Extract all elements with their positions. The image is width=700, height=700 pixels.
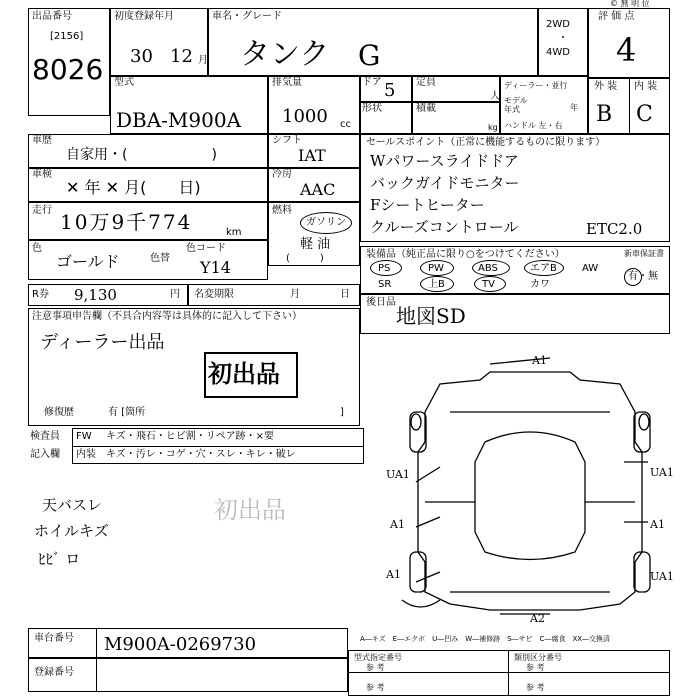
model-value: DBA-M900A: [116, 108, 242, 132]
notes-value: ディーラー出品: [40, 332, 165, 353]
mileage-label: 走行: [32, 205, 52, 216]
wheel-fr: [634, 412, 650, 452]
fuel-other: ( ): [286, 253, 324, 264]
interior-grade: C: [636, 102, 653, 127]
handwritten-note: ﾋﾋﾞ ロ: [38, 550, 81, 568]
carname-label: 車名・グレード: [212, 11, 282, 22]
equip-fb-circle: [420, 276, 454, 292]
chassis-label: 車台番号: [34, 633, 74, 644]
reg-no-label: 登録番号: [34, 667, 74, 678]
exterior-grade: B: [596, 102, 613, 127]
equip-leather: カワ: [530, 279, 550, 290]
recycle-value: 9,130: [74, 286, 117, 304]
new-car-label: 新車保証書: [624, 249, 664, 258]
shift-value: IAT: [298, 146, 326, 165]
ref-label: 参 考: [366, 663, 385, 672]
reg-year: 30: [130, 46, 153, 67]
sales-label: セールスポイント（正常に機能するものに限ります）: [366, 137, 606, 148]
inspection-value: ✕ 年 ✕ 月( 日): [66, 178, 201, 197]
damage-legend: A―キズ E―エクボ U―凹み W―補修跡 S―サビ C―腐食 XX―交換済: [360, 635, 611, 643]
type-label: 型式指定番号: [354, 653, 402, 662]
top-stamp: © 無 明 位: [610, 0, 650, 8]
interior-label: 内 装: [634, 81, 658, 92]
inspector-label2: 記入欄: [30, 449, 60, 460]
equip-abs-circle: [472, 260, 510, 276]
spare-wheel: [402, 600, 440, 607]
faint-stamp: 初出品: [214, 496, 286, 524]
fuel-diesel: 軽 油: [300, 237, 331, 252]
repair-label: 修復歴: [44, 407, 74, 418]
lot-sub: [2156]: [50, 31, 84, 42]
mileage-unit: km: [226, 227, 242, 238]
inspector-inner: 内装: [76, 449, 96, 460]
mark-line: [416, 517, 440, 527]
ref-label: 参 考: [366, 683, 385, 692]
displacement-label: 排気量: [272, 77, 302, 88]
equip-airb-circle: [524, 260, 564, 276]
dealer-label: ディーラー・並行: [504, 81, 568, 90]
diagram-mark: A1: [386, 568, 401, 581]
inspector-fw: FW: [76, 431, 92, 442]
mirror-left: [411, 414, 421, 430]
equip-fb: 上B: [428, 279, 445, 290]
equip-ps: PS: [378, 263, 391, 274]
handwritten-note: 天バスレ: [42, 496, 103, 514]
handwritten-note: ホイルキズ: [34, 522, 109, 540]
rating-label: 評 価 点: [598, 11, 635, 22]
chassis-value: M900A-0269730: [104, 634, 257, 655]
door-value: 5: [384, 80, 396, 101]
door-label: ドア: [362, 77, 382, 88]
accessories-label: 後日品: [366, 297, 396, 308]
diagram-mark: UA1: [650, 570, 674, 583]
equip-aw: AW: [582, 263, 599, 274]
ref-label: 参 考: [526, 683, 545, 692]
color-label: 色: [32, 243, 42, 254]
diagram-mark: A1: [390, 518, 405, 531]
displacement-value: 1000: [282, 106, 328, 127]
equip-airb: エアB: [530, 263, 557, 274]
equip-sr: SR: [378, 279, 392, 290]
history-value: 自家用・( ): [66, 147, 217, 163]
diagram-mark: UA1: [650, 466, 674, 479]
capacity-label: 定員: [416, 77, 436, 88]
accessories-value: 地図SD: [396, 304, 466, 328]
car-outline: [418, 372, 642, 610]
inspection-label: 車検: [32, 169, 52, 180]
notes-label: 注意事項申告欄（不具合内容等は具体的に記入して下さい）: [32, 311, 302, 322]
fuel-gas-circle: [300, 212, 352, 234]
capacity-unit: 人: [490, 91, 500, 102]
load-label: 積載: [416, 103, 436, 114]
notes-box: [28, 308, 360, 426]
mark-line: [416, 467, 440, 482]
load-unit: kg: [488, 123, 498, 132]
mark-line: [416, 572, 440, 582]
sales-item: Wパワースライドドア: [370, 152, 519, 170]
class-label: 類別区分番号: [514, 653, 562, 662]
first-listing-text: 初出品: [208, 360, 280, 388]
equip-tv: TV: [482, 279, 495, 290]
ref-label: 参 考: [526, 663, 545, 672]
inspector-row1: キズ・飛石・ヒビ割・リペア跡・×要: [106, 431, 274, 442]
ac-label: 冷房: [272, 169, 292, 180]
recycle-label: R券: [32, 289, 49, 300]
sales-item: クルーズコントロール: [370, 218, 519, 236]
lot-number: 8026: [32, 53, 104, 86]
rating-value: 4: [616, 31, 637, 69]
reg-month: 12: [170, 46, 193, 67]
shape-label: 形状: [362, 103, 382, 114]
wheel-fl: [410, 412, 426, 452]
mirror-right: [639, 414, 649, 430]
color-code-label: 色コード: [186, 243, 226, 254]
wheel-rl: [410, 552, 426, 592]
equip-pw-circle: [420, 260, 454, 276]
inspector-label1: 検査員: [30, 431, 60, 442]
shift-label: シフト: [272, 135, 302, 146]
lot-label: 出品番号: [32, 11, 72, 22]
color-code: Y14: [200, 258, 231, 277]
reg-no-box: [28, 658, 348, 692]
drive-dot: ・: [558, 33, 568, 44]
diagram-mark: A1: [650, 518, 665, 531]
repair-value: 有 [箇所: [108, 407, 146, 418]
steering-label: ハンドル 左・右: [504, 121, 563, 130]
equipment-label: 装備品（純正品に限り○をつけてください）: [366, 249, 565, 260]
drive-2wd: 2WD: [546, 19, 570, 30]
diagram-mark: UA1: [386, 468, 410, 481]
grade: G: [358, 39, 381, 72]
car-roof: [475, 432, 585, 560]
exterior-label: 外 装: [594, 81, 618, 92]
car-diagram: [380, 352, 680, 622]
fuel-label: 燃料: [272, 205, 292, 216]
drive-4wd: 4WD: [546, 47, 570, 58]
equip-abs: ABS: [478, 263, 498, 274]
fuel-gas: ガソリン: [306, 217, 346, 228]
sales-item: ETC2.0: [586, 220, 643, 238]
model-year-label: モデル 年式: [504, 96, 528, 114]
mileage-value: 10万9千774: [60, 210, 193, 234]
sales-item: バックガイドモニター: [370, 174, 520, 192]
year-unit: 年: [570, 103, 578, 112]
new-car-circle: [624, 268, 642, 286]
recycle-unit: 円: [170, 289, 180, 300]
color-change-label: 色替: [150, 253, 170, 264]
model-label: 型式: [114, 77, 134, 88]
name-change-month: 月: [290, 289, 300, 300]
name-change-label: 名変期限: [194, 289, 234, 300]
displacement-unit: cc: [340, 119, 351, 130]
reg-label: 初度登録年月: [114, 11, 174, 22]
sales-item: Fシートヒーター: [370, 196, 485, 214]
equip-pw: PW: [428, 263, 444, 274]
equip-tv-circle: [474, 276, 506, 292]
diagram-mark: A1: [532, 354, 547, 367]
car-name: タンク: [240, 37, 330, 72]
month-unit: 月: [198, 55, 208, 66]
new-car-value: 有・無: [628, 271, 658, 282]
equip-ps-circle: [370, 260, 402, 276]
diagram-mark: A2: [530, 612, 545, 622]
inspector-row2: キズ・汚レ・コゲ・穴・スレ・キレ・破レ: [106, 449, 296, 460]
name-change-day: 日: [340, 289, 350, 300]
repair-close: ]: [340, 407, 344, 418]
history-label: 車歴: [32, 135, 52, 146]
color-value: ゴールド: [56, 252, 120, 271]
wheel-rr: [634, 552, 650, 592]
ac-value: AAC: [300, 180, 336, 199]
